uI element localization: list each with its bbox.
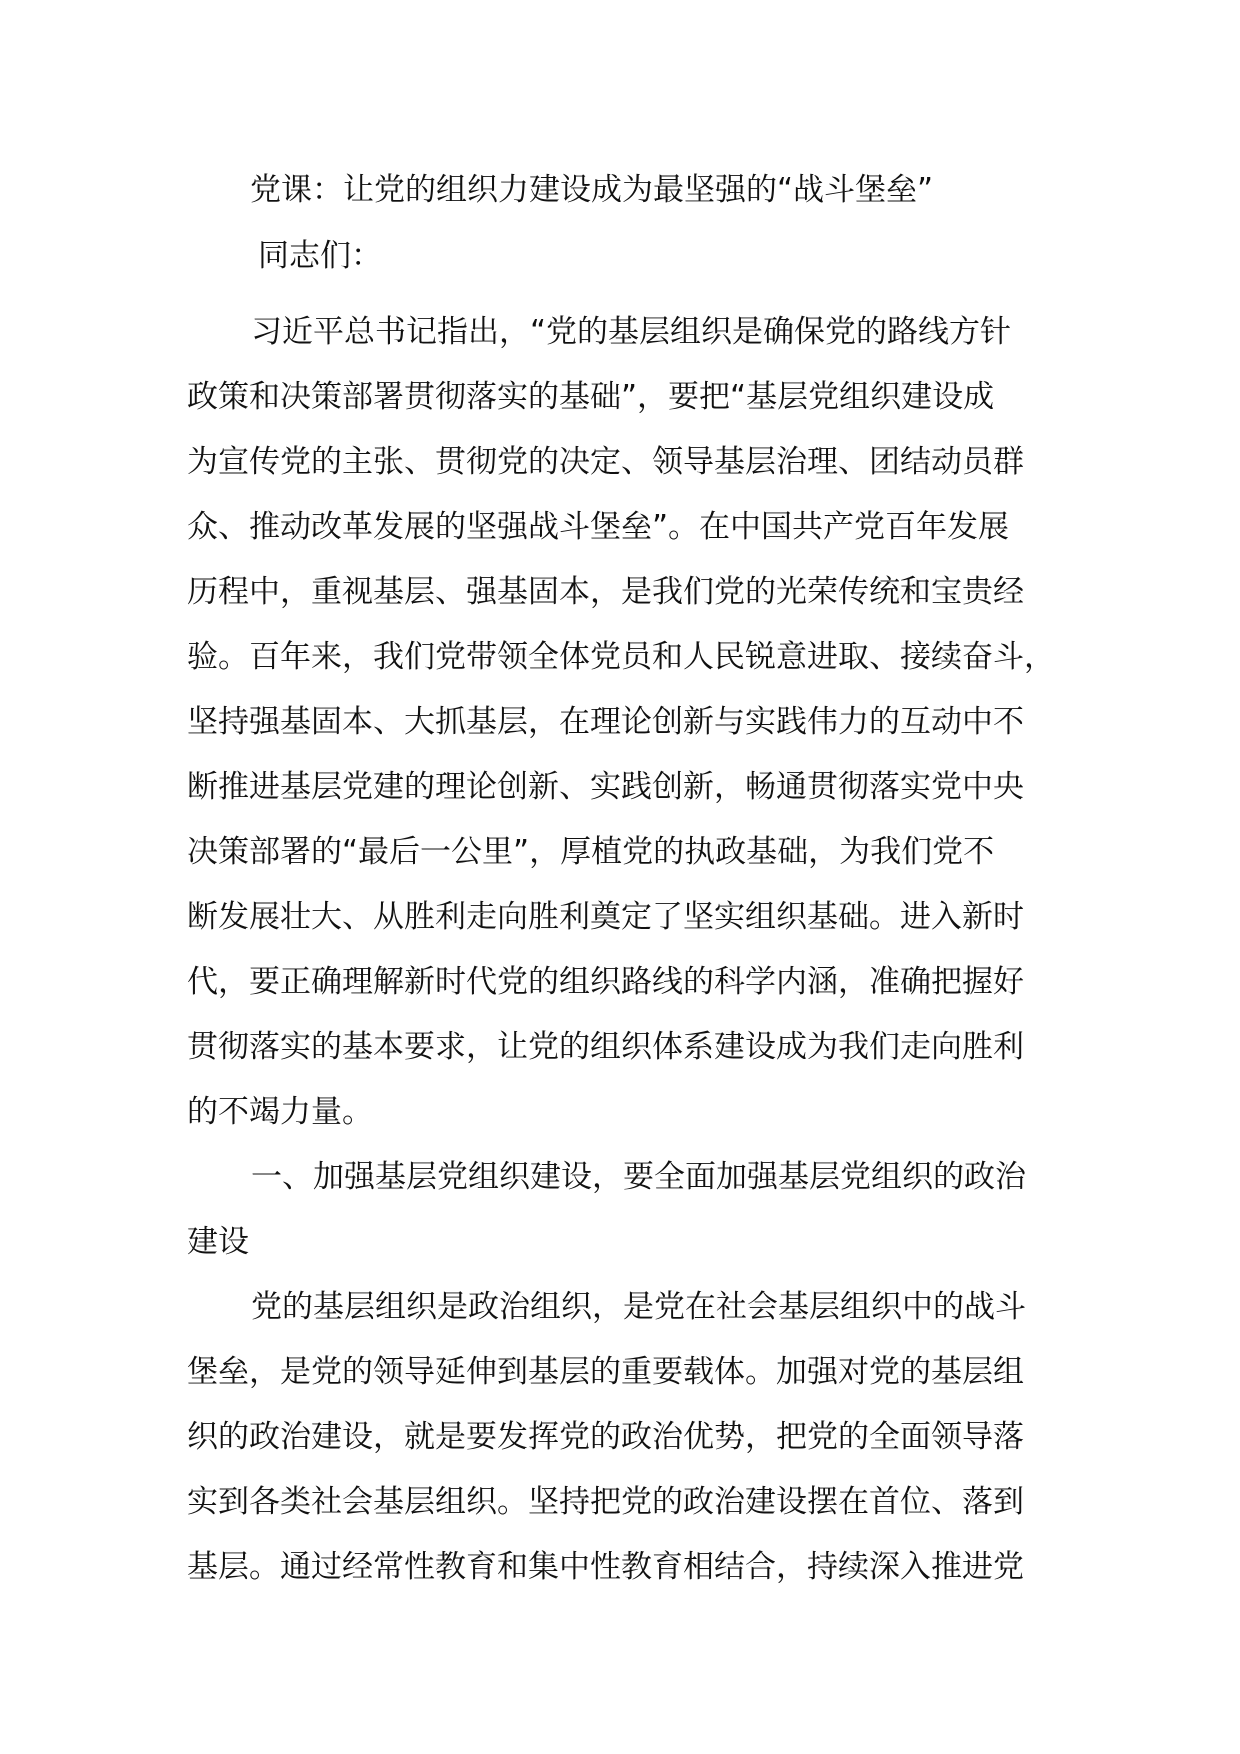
- text-line: 代，要正确理解新时代党的组织路线的科学内涵，准确把握好: [187, 964, 1024, 1000]
- text-line: 断发展壮大、从胜利走向胜利奠定了坚实组织基础。进入新时: [187, 899, 1024, 935]
- text-line: 的不竭力量。: [187, 1094, 373, 1130]
- text-line: 贯彻落实的基本要求，让党的组织体系建设成为我们走向胜利: [187, 1029, 1024, 1065]
- text-line: 织的政治建设，就是要发挥党的政治优势，把党的全面领导落: [187, 1419, 1024, 1455]
- text-line: 坚持强基固本、大抓基层，在理论创新与实践伟力的互动中不: [187, 704, 1024, 740]
- heading-line: 一、加强基层党组织建设，要全面加强基层党组织的政治: [251, 1159, 1026, 1195]
- text-line: 历程中，重视基层、强基固本，是我们党的光荣传统和宝贵经: [187, 574, 1024, 610]
- text-line: 基层。通过经常性教育和集中性教育相结合，持续深入推进党: [187, 1549, 1024, 1585]
- text-line: 断推进基层党建的理论创新、实践创新，畅通贯彻落实党中央: [187, 769, 1024, 805]
- text-line: 验。百年来，我们党带领全体党员和人民锐意进取、接续奋斗，: [187, 639, 1055, 675]
- paragraph-section-1: [187, 1275, 1026, 1600]
- paragraph-intro: [187, 300, 1055, 1145]
- document-title: 党课：让党的组织力建设成为最坚强的“战斗堡垒”: [250, 172, 934, 208]
- text-line: 决策部署的“最后一公里”，厚植党的执政基础，为我们党不: [187, 834, 995, 870]
- text-line: 政策和决策部署贯彻落实的基础”，要把“基层党组织建设成: [187, 379, 995, 415]
- text-line: 实到各类社会基层组织。坚持把党的政治建设摆在首位、落到: [187, 1484, 1024, 1520]
- text-line: 众、推动改革发展的坚强战斗堡垒”。在中国共产党百年发展: [187, 509, 1010, 545]
- text-line: 堡垒，是党的领导延伸到基层的重要载体。加强对党的基层组: [187, 1354, 1024, 1390]
- salutation: 同志们：: [258, 238, 382, 274]
- heading-line: 建设: [187, 1224, 249, 1260]
- text-line: 为宣传党的主张、贯彻党的决定、领导基层治理、团结动员群: [187, 444, 1024, 480]
- text-line: 党的基层组织是政治组织，是党在社会基层组织中的战斗: [251, 1289, 1026, 1325]
- section-heading-1: [187, 1145, 1026, 1275]
- text-line: 习近平总书记指出，“党的基层组织是确保党的路线方针: [251, 314, 1012, 350]
